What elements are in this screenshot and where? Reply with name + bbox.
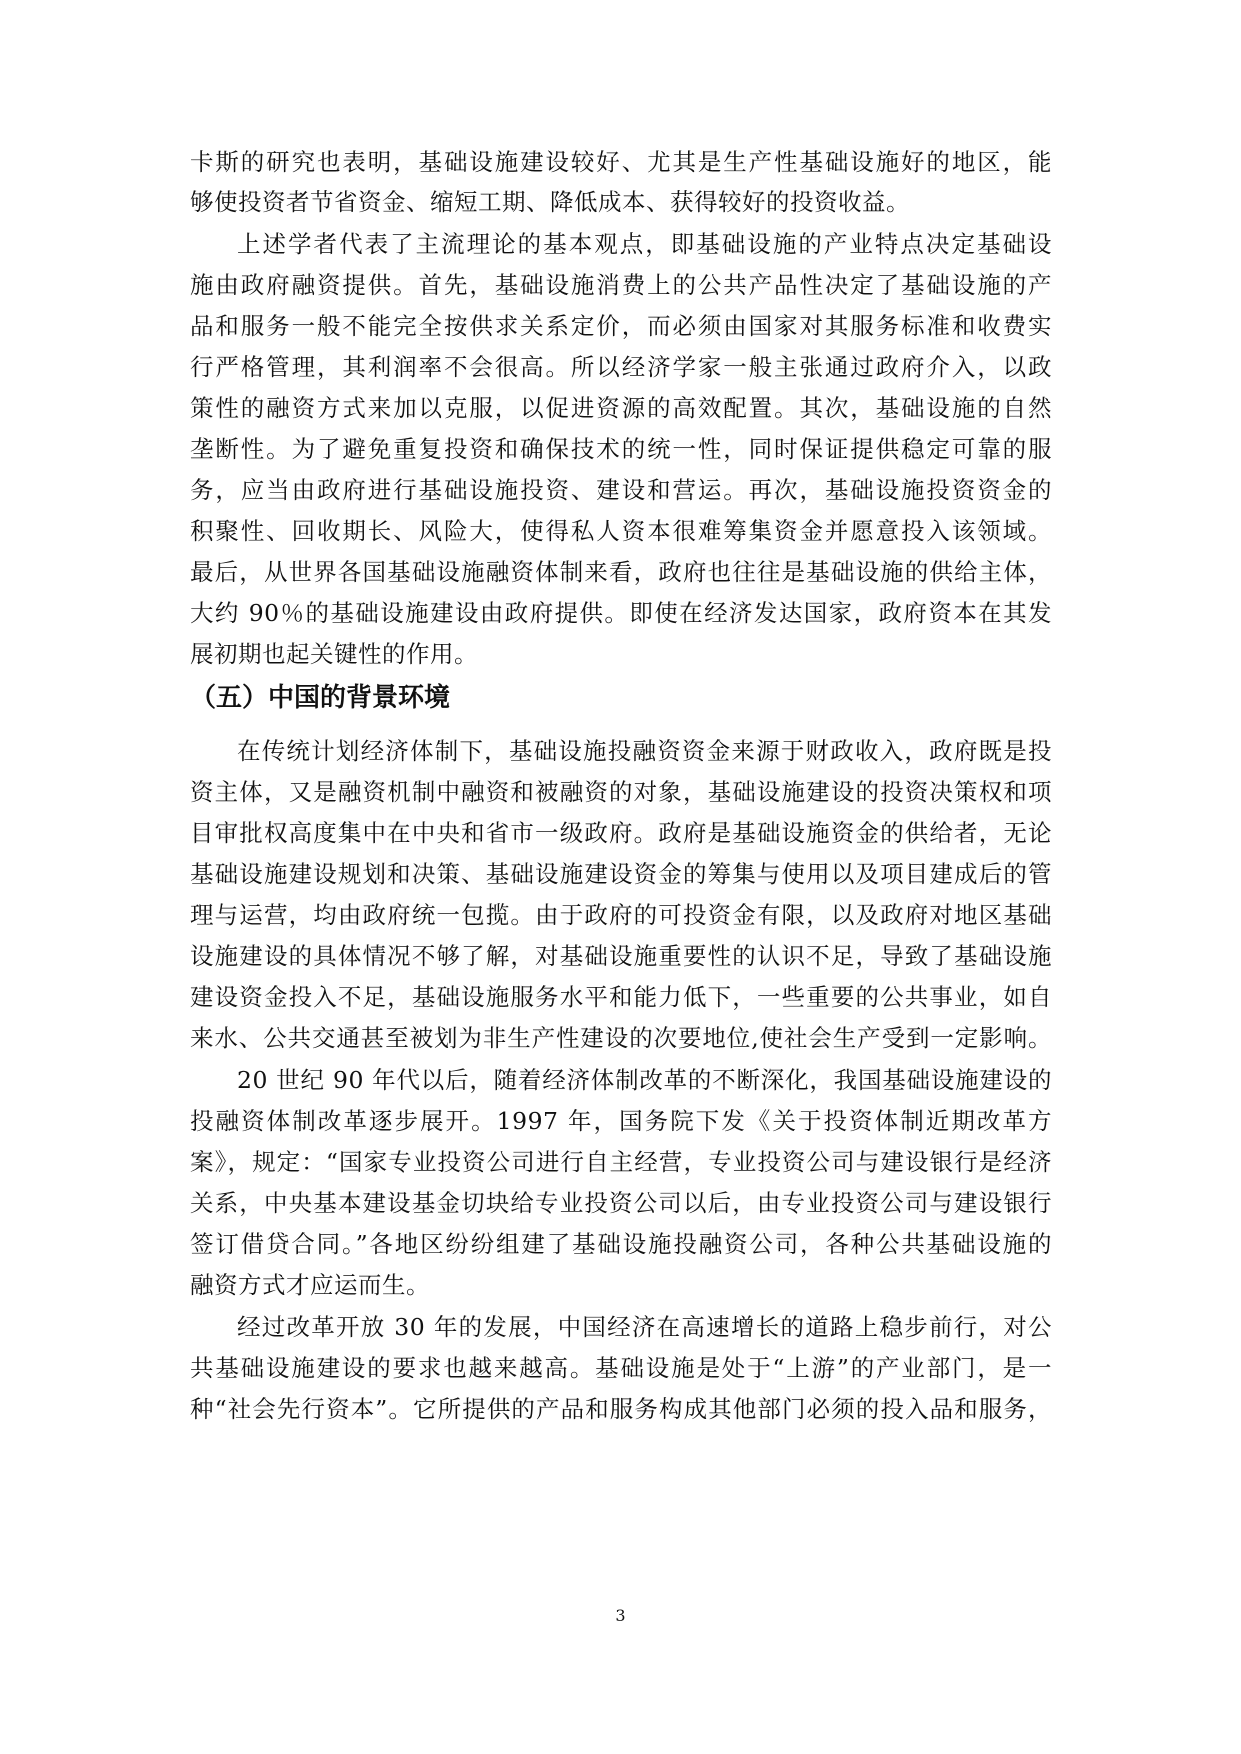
text-line: 投融资体制改革逐步展开。1997 年，国务院下发《关于投资体制近期改革方 [190, 1107, 1052, 1135]
text-line: 上述学者代表了主流理论的基本观点，即基础设施的产业特点决定基础设 [237, 230, 1052, 258]
text-line: 融资方式才应运而生。 [190, 1271, 430, 1299]
text-line: 在传统计划经济体制下，基础设施投融资资金来源于财政收入，政府既是投 [237, 737, 1052, 765]
text-line: 垄断性。为了避免重复投资和确保技术的统一性，同时保证提供稳定可靠的服 [190, 435, 1052, 463]
text-line: 展初期也起关键性的作用。 [190, 640, 478, 668]
text-line: 卡斯的研究也表明，基础设施建设较好、尤其是生产性基础设施好的地区，能 [190, 148, 1052, 176]
text-line: 目审批权高度集中在中央和省市一级政府。政府是基础设施资金的供给者，无论 [190, 819, 1052, 847]
text-line: 来水、公共交通甚至被划为非生产性建设的次要地位,使社会生产受到一定影响。 [190, 1024, 1052, 1052]
text-line: 资主体，又是融资机制中融资和被融资的对象，基础设施建设的投资决策权和项 [190, 778, 1052, 806]
text-line: 基础设施建设规划和决策、基础设施建设资金的筹集与使用以及项目建成后的管 [190, 860, 1052, 888]
text-line: 设施建设的具体情况不够了解，对基础设施重要性的认识不足，导致了基础设施 [190, 942, 1052, 970]
text-line: 关系，中央基本建设基金切块给专业投资公司以后，由专业投资公司与建设银行 [190, 1189, 1052, 1217]
text-line: 大约 90％的基础设施建设由政府提供。即使在经济发达国家，政府资本在其发 [190, 599, 1052, 627]
text-line: 建设资金投入不足，基础设施服务水平和能力低下，一些重要的公共事业，如自 [190, 983, 1052, 1011]
text-line: 经过改革开放 30 年的发展，中国经济在高速增长的道路上稳步前行，对公 [237, 1313, 1052, 1341]
section-heading: （五）中国的背景环境 [190, 683, 451, 713]
text-line: 共基础设施建设的要求也越来越高。基础设施是处于“上游”的产业部门，是一 [190, 1354, 1052, 1382]
text-line: 签订借贷合同。”各地区纷纷组建了基础设施投融资公司，各种公共基础设施的 [190, 1230, 1052, 1258]
text-line: 够使投资者节省资金、缩短工期、降低成本、获得较好的投资收益。 [190, 188, 910, 216]
text-line: 策性的融资方式来加以克服，以促进资源的高效配置。其次，基础设施的自然 [190, 394, 1052, 422]
text-line: 20 世纪 90 年代以后，随着经济体制改革的不断深化，我国基础设施建设的 [237, 1066, 1052, 1094]
page-number: 3 [615, 1606, 626, 1625]
text-line: 种“社会先行资本”。它所提供的产品和服务构成其他部门必须的投入品和服务， [190, 1395, 1052, 1423]
text-line: 理与运营，均由政府统一包揽。由于政府的可投资金有限，以及政府对地区基础 [190, 901, 1052, 929]
text-line: 积聚性、回收期长、风险大，使得私人资本很难筹集资金并愿意投入该领域。 [190, 517, 1052, 545]
text-line: 最后，从世界各国基础设施融资体制来看，政府也往往是基础设施的供给主体， [190, 558, 1052, 586]
text-line: 施由政府融资提供。首先，基础设施消费上的公共产品性决定了基础设施的产 [190, 271, 1052, 299]
text-line: 行严格管理，其利润率不会很高。所以经济学家一般主张通过政府介入，以政 [190, 353, 1052, 381]
text-line: 案》，规定：“国家专业投资公司进行自主经营，专业投资公司与建设银行是经济 [190, 1148, 1052, 1176]
text-line: 务，应当由政府进行基础设施投资、建设和营运。再次，基础设施投资资金的 [190, 476, 1052, 504]
text-line: 品和服务一般不能完全按供求关系定价，而必须由国家对其服务标准和收费实 [190, 312, 1052, 340]
